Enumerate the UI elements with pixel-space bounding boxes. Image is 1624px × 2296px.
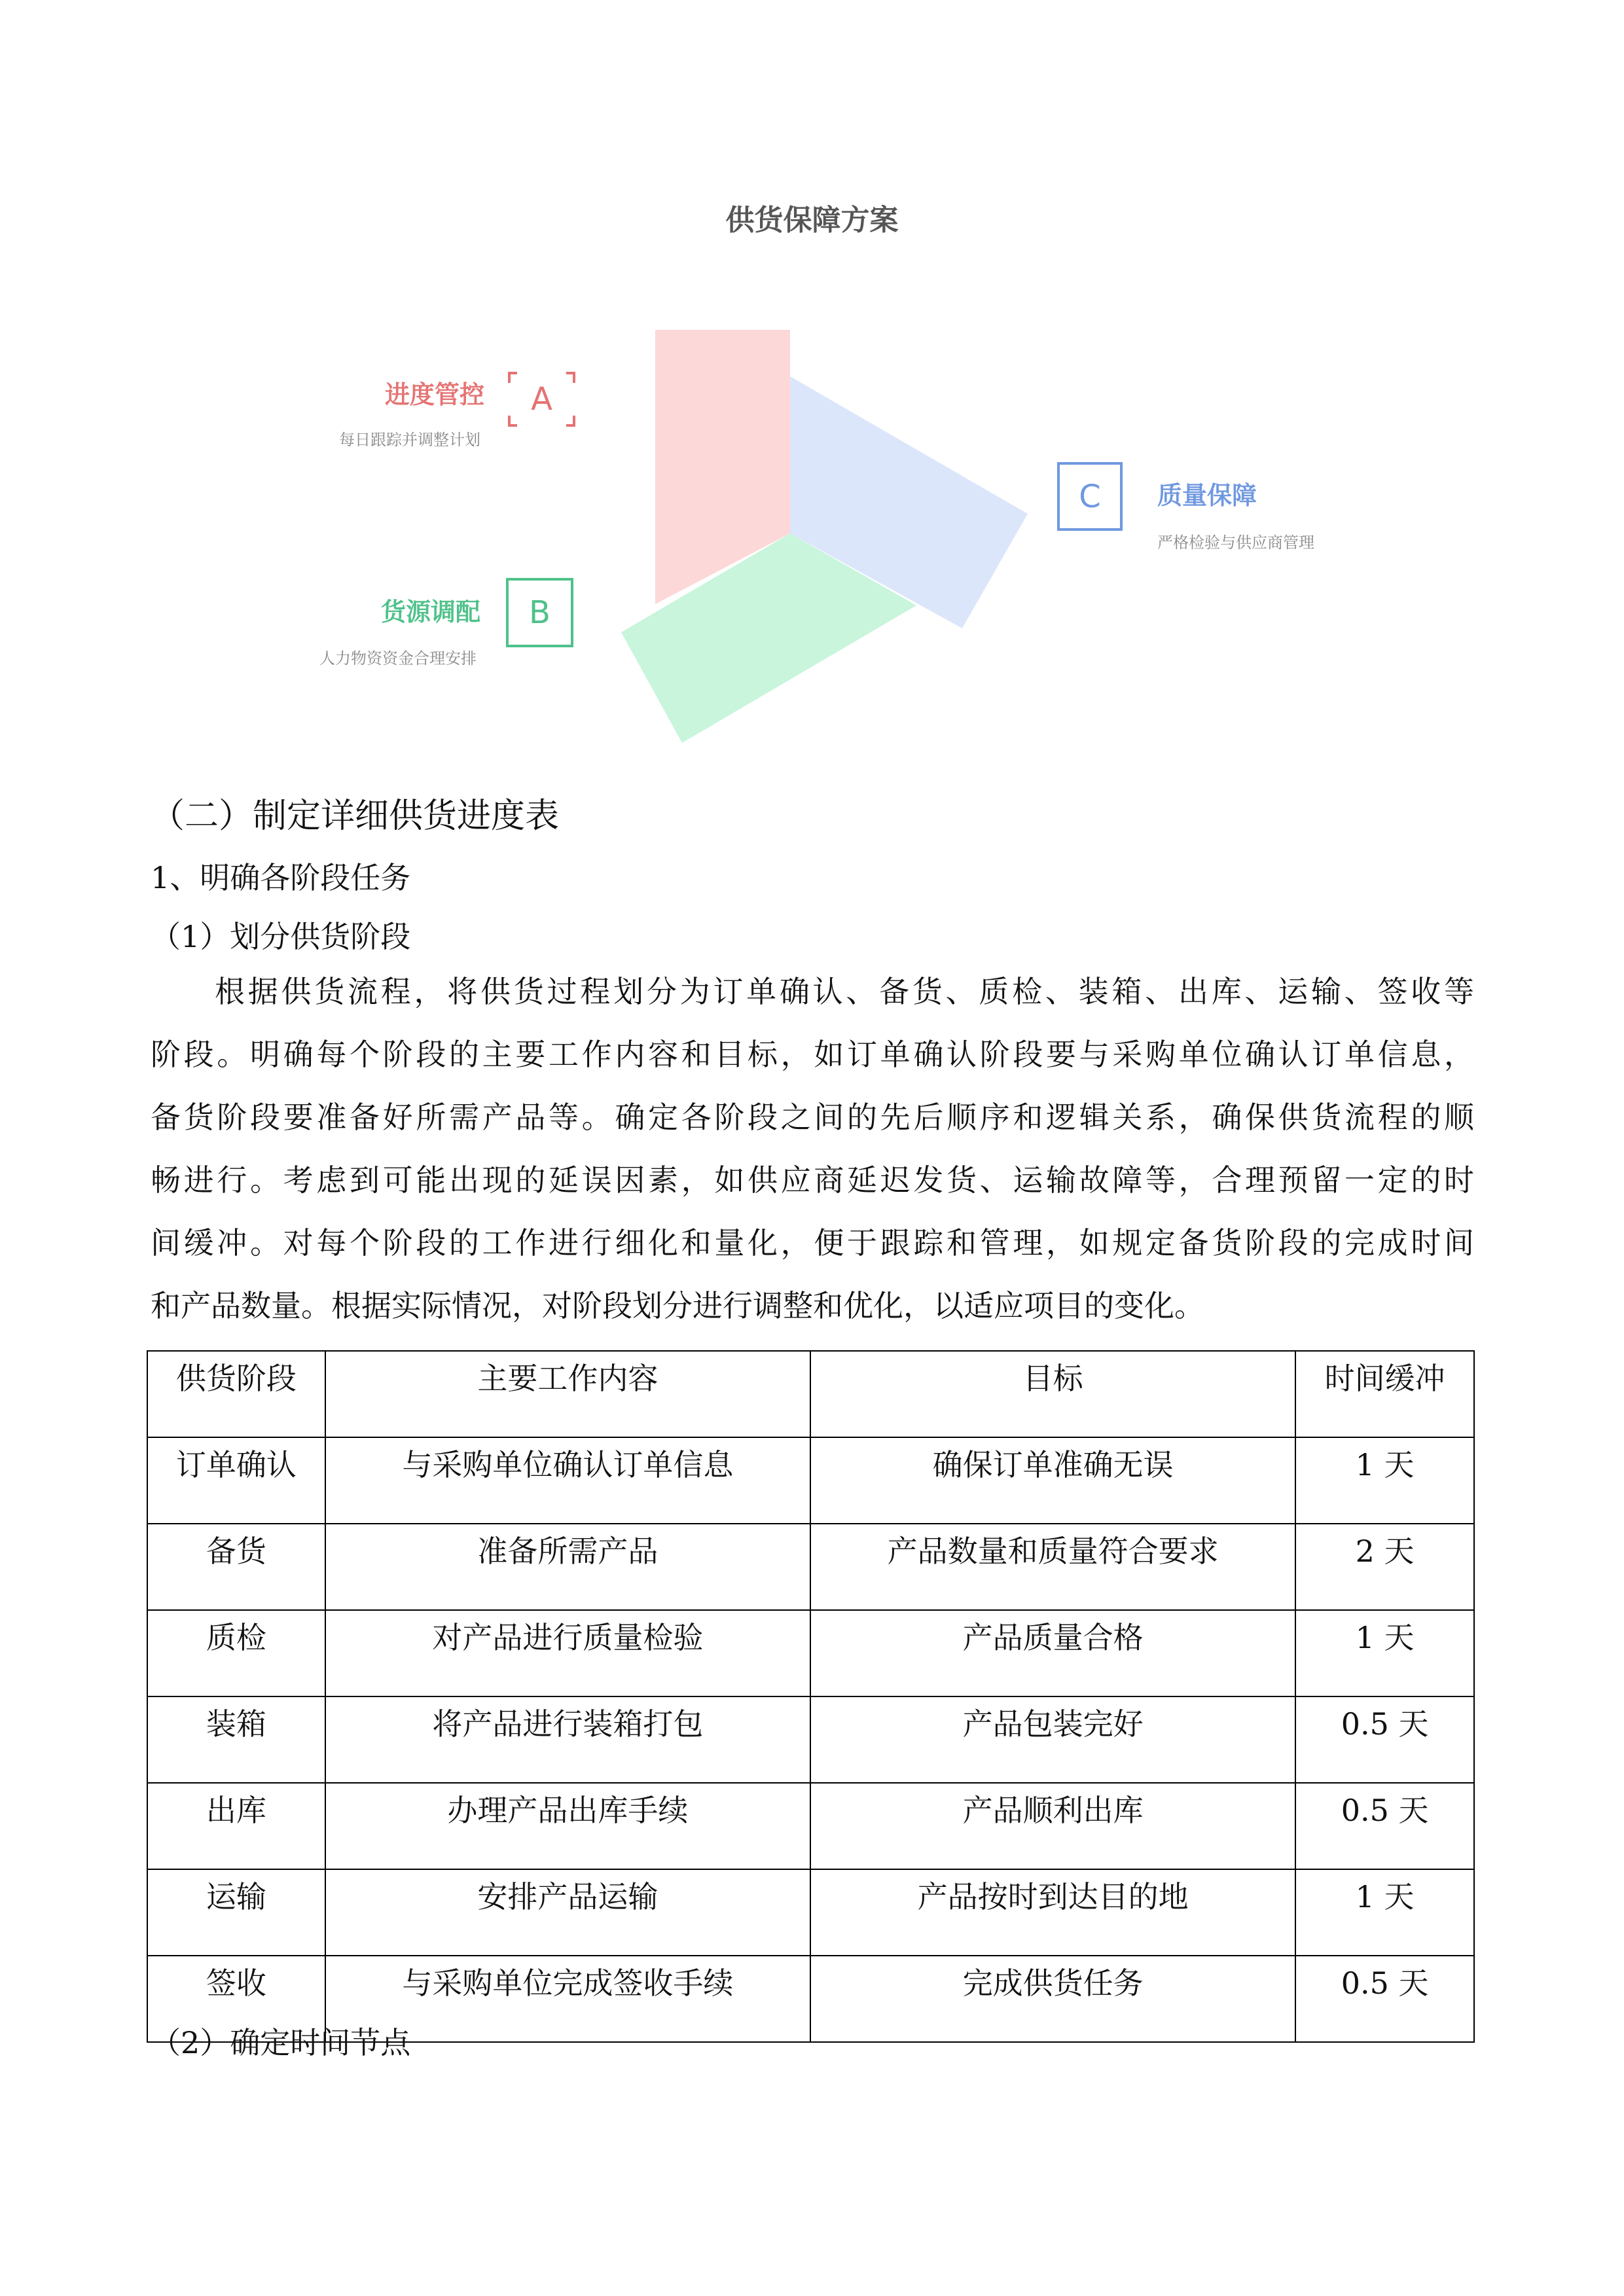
table-cell: 1 天 (1295, 1437, 1474, 1524)
table-cell: 对产品进行质量检验 (325, 1610, 810, 1696)
table-cell: 产品质量合格 (810, 1610, 1295, 1696)
letter-c: C (1079, 478, 1101, 515)
table-row (147, 1869, 1474, 1956)
table-cell: 0.5 天 (1295, 1783, 1474, 1869)
diagram-shapes (0, 0, 1624, 772)
table-cell: 产品按时到达目的地 (810, 1869, 1295, 1956)
table-row (147, 1783, 1474, 1869)
desc-a: 每日跟踪并调整计划 (339, 431, 480, 449)
label-b: 货源调配 (380, 598, 480, 626)
table-row (147, 1696, 1474, 1783)
paragraph-line: 根据供货流程，将供货过程划分为订单确认、备货、质检、装箱、出库、运输、签收等 (215, 974, 1474, 1009)
subsection-2-heading: （2）确定时间节点 (151, 2025, 411, 2060)
paragraph-line: 畅进行。考虑到可能出现的延误因素，如供应商延迟发货、运输故障等，合理预留一定的时 (151, 1162, 1474, 1198)
table-header-row (147, 1351, 1474, 1437)
paragraph-line: 间缓冲。对每个阶段的工作进行细化和量化，便于跟踪和管理，如规定备货阶段的完成时间 (151, 1225, 1474, 1261)
table-cell: 办理产品出库手续 (325, 1783, 810, 1869)
table-cell: 产品数量和质量符合要求 (810, 1524, 1295, 1610)
table-cell: 产品顺利出库 (810, 1783, 1295, 1869)
table-cell: 确保订单准确无误 (810, 1437, 1295, 1524)
table-cell: 签收 (147, 1956, 325, 2042)
body-paragraph (151, 969, 1474, 1346)
table-row (147, 1610, 1474, 1696)
supply-schedule-table (147, 1350, 1475, 2043)
table-cell: 出库 (147, 1783, 325, 1869)
table-cell: 运输 (147, 1869, 325, 1956)
table-cell: 与采购单位确认订单信息 (325, 1437, 810, 1524)
letter-a: A (531, 381, 552, 418)
subheading: 1、明确各阶段任务 (151, 860, 411, 895)
table-row (147, 1524, 1474, 1610)
desc-b: 人力物资资金合理安排 (319, 649, 477, 668)
paragraph-line: 备货阶段要准备好所需产品等。确定各阶段之间的先后顺序和逻辑关系，确保供货流程的顺 (151, 1100, 1474, 1135)
header-cell: 主要工作内容 (325, 1351, 810, 1437)
table-cell: 订单确认 (147, 1437, 325, 1524)
table-cell: 0.5 天 (1295, 1696, 1474, 1783)
table-cell: 质检 (147, 1610, 325, 1696)
table-cell: 产品包装完好 (810, 1696, 1295, 1783)
table-cell: 与采购单位完成签收手续 (325, 1956, 810, 2042)
label-c: 质量保障 (1157, 481, 1257, 510)
table-row (147, 1437, 1474, 1524)
table-cell: 0.5 天 (1295, 1956, 1474, 2042)
table-cell: 2 天 (1295, 1524, 1474, 1610)
table-cell: 装箱 (147, 1696, 325, 1783)
subsection-1-heading: （1）划分供货阶段 (151, 919, 411, 954)
header-cell: 目标 (810, 1351, 1295, 1437)
header-cell: 时间缓冲 (1295, 1351, 1474, 1437)
table-cell: 完成供货任务 (810, 1956, 1295, 2042)
header-cell: 供货阶段 (147, 1351, 325, 1437)
table-cell: 准备所需产品 (325, 1524, 810, 1610)
label-a: 进度管控 (384, 380, 484, 409)
supply-guarantee-diagram (0, 0, 1624, 772)
paragraph-line: 和产品数量。根据实际情况，对阶段划分进行调整和优化，以适应项目的变化。 (151, 1288, 1204, 1323)
table-cell: 1 天 (1295, 1610, 1474, 1696)
paragraph-line: 阶段。明确每个阶段的主要工作内容和目标，如订单确认阶段要与采购单位确认订单信息， (151, 1037, 1474, 1072)
table-cell: 备货 (147, 1524, 325, 1610)
table-cell: 安排产品运输 (325, 1869, 810, 1956)
diagram-title: 供货保障方案 (725, 204, 899, 237)
section-heading: （二）制定详细供货进度表 (151, 797, 560, 836)
table-cell: 将产品进行装箱打包 (325, 1696, 810, 1783)
desc-c: 严格检验与供应商管理 (1157, 533, 1314, 552)
letter-b: B (529, 594, 550, 631)
table-cell: 1 天 (1295, 1869, 1474, 1956)
